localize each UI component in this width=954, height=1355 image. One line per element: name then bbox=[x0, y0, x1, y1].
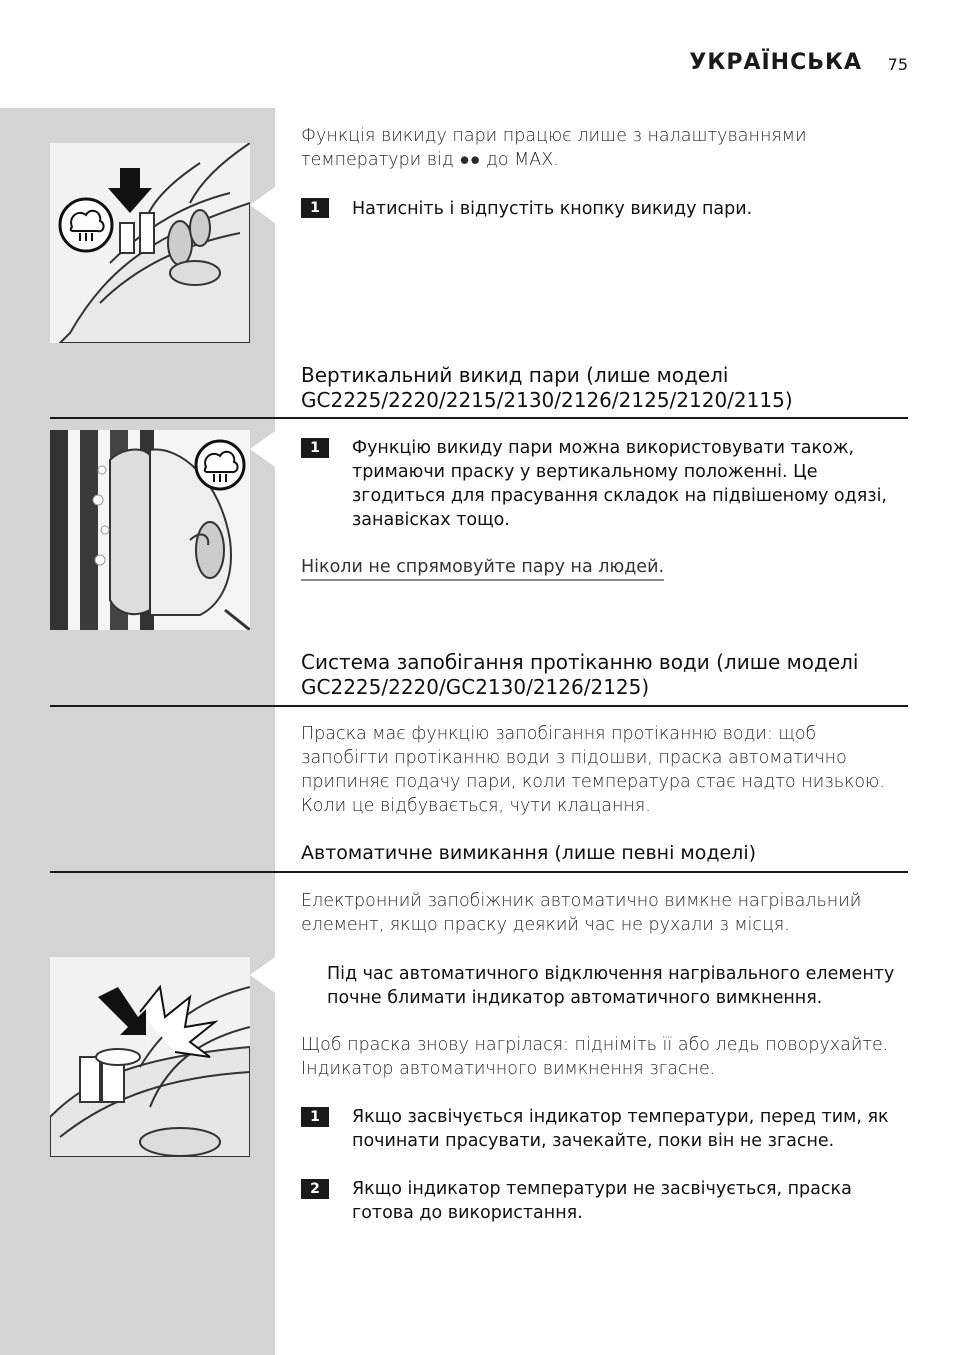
language-header: УКРАЇНСЬКА bbox=[689, 50, 862, 75]
section-divider bbox=[50, 417, 908, 419]
warning-text: Ніколи не спрямовуйте пару на людей. bbox=[301, 555, 664, 581]
reheat-instructions: Щоб праска знову нагрілася: підніміть її або ледь поворухайте. Індикатор автоматичного вимкнення згасне. bbox=[301, 1035, 889, 1079]
vertical-steam-illustration bbox=[50, 430, 250, 630]
step-badge: 1 bbox=[301, 1107, 329, 1127]
illustration-pointer bbox=[250, 957, 275, 993]
vertical-iron-curtain-drawing bbox=[50, 430, 250, 630]
iron-press-button-drawing bbox=[50, 143, 250, 343]
drip-stop-body: Праска має функцію запобігання протіканню води: щоб запобігти протіканню води з підошви, праска автоматично припиняє подачу пари, коли температура стає надто низькою. Коли це відбувається, чути клацання. bbox=[301, 724, 885, 816]
section-divider bbox=[50, 871, 908, 873]
steam-shot-illustration bbox=[50, 143, 250, 343]
iron-auto-off-drawing bbox=[50, 957, 250, 1157]
auto-off-body: Електронний запобіжник автоматично вимкне нагрівальний елемент, якщо праску деякий час не рухали з місця. bbox=[301, 891, 862, 935]
step-badge: 1 bbox=[301, 438, 329, 458]
section-heading-auto-off: Автоматичне вимикання (лише певні моделі) bbox=[301, 842, 757, 864]
step-badge: 1 bbox=[301, 198, 329, 218]
illustration-pointer bbox=[250, 431, 275, 467]
section-heading-vertical-steam: Вертикальний викид пари (лише моделі GC2225/2220/2215/2130/2126/2125/2120/2115) bbox=[301, 363, 793, 412]
section-heading-drip-stop: Система запобігання протіканню води (лише моделі GC2225/2220/GC2130/2126/2125) bbox=[301, 650, 859, 699]
steam-shot-intro: Функція викиду пари працює лише з налаштуваннями температури від ●● до MAX. bbox=[301, 126, 807, 170]
step-text: Натисніть і відпустіть кнопку викиду пари. bbox=[352, 199, 753, 219]
step-text: Функцію викиду пари можна використовувати також, тримаючи праску у вертикальному положенні. Це згодиться для прасування складок на підвішеному одязі, занавісках тощо. bbox=[352, 438, 887, 530]
illustration-pointer bbox=[250, 187, 275, 223]
section-divider bbox=[50, 705, 908, 707]
auto-off-illustration bbox=[50, 957, 250, 1157]
step-text: Якщо індикатор температури не засвічується, праска готова до використання. bbox=[352, 1179, 852, 1223]
auto-off-note: Під час автоматичного відключення нагрівального елементу почне блимати індикатор автоматичного вимкнення. bbox=[327, 964, 895, 1008]
step-text: Якщо засвічується індикатор температури, перед тим, як починати прасувати, зачекайте, поки він не згасне. bbox=[352, 1107, 889, 1151]
page-number: 75 bbox=[887, 55, 908, 74]
step-badge: 2 bbox=[301, 1179, 329, 1199]
